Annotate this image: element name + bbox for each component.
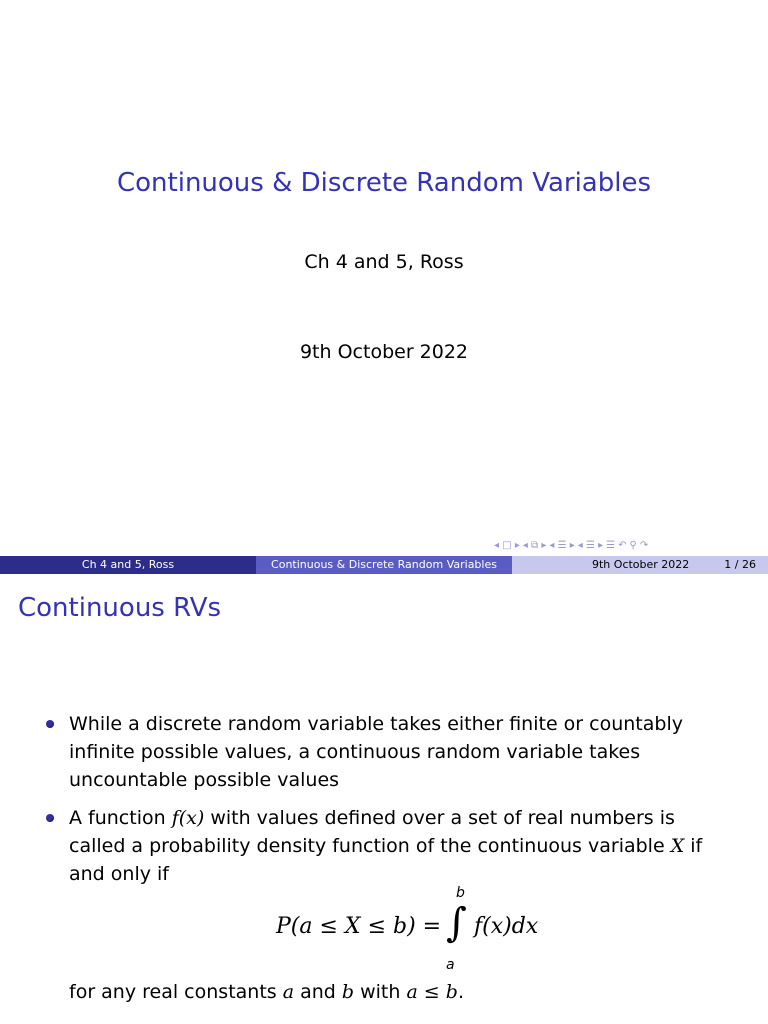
presentation-date: 9th October 2022 (299, 341, 469, 363)
text-part: and (294, 981, 342, 1003)
formula-rhs: f(x)dx (474, 914, 539, 939)
math-a: a (282, 981, 295, 1003)
bullet-text-part: if and only if (69, 835, 703, 885)
nav-back-icon[interactable]: ↶ (618, 539, 627, 551)
bullet-text: While a discrete random variable takes either finite or countably infinite possible values, a continuous random variable takes uncountable possible values (69, 713, 683, 791)
math-condition: a ≤ b (406, 981, 458, 1003)
integral-upper-bound: b (456, 885, 465, 901)
content-slide (0, 576, 768, 1024)
integral-sign-icon: ∫ (446, 900, 467, 946)
pdf-formula (270, 883, 570, 973)
bullet-icon (46, 814, 54, 822)
list-item (46, 804, 736, 888)
list-item (46, 710, 736, 794)
text-part: for any real constants (69, 981, 283, 1003)
text-part: with (354, 981, 407, 1003)
nav-subsection2-icon[interactable]: ◂ ☰ ▸ (577, 539, 604, 551)
footer-title: Continuous & Discrete Random Variables (256, 556, 512, 574)
nav-frame-icon[interactable]: ◂ □ ▸ (494, 539, 520, 551)
footer-date: 9th October 2022 (592, 558, 690, 571)
formula-lhs: P(a ≤ X ≤ b) = (276, 914, 442, 939)
math-b: b (341, 981, 355, 1003)
integral-lower-bound: a (446, 957, 455, 973)
footer-date-page (512, 556, 768, 574)
frame-title: Continuous RVs (18, 593, 222, 623)
beamer-navigation-bar[interactable] (494, 538, 762, 552)
presentation-title: Continuous & Discrete Random Variables (116, 168, 652, 198)
slide-footer (0, 556, 768, 574)
math-fx: f(x) (171, 807, 205, 829)
nav-forward-icon[interactable]: ↷ (639, 539, 649, 551)
nav-search-icon[interactable]: ⚲ (629, 539, 637, 551)
formula-condition-text (69, 981, 464, 1003)
math-X: X (670, 835, 685, 857)
nav-subsection-icon[interactable]: ◂ ⧉ ▸ (522, 539, 547, 551)
text-part: . (457, 981, 464, 1003)
bullet-text-part: A function (69, 807, 172, 829)
bullet-icon (46, 720, 54, 728)
footer-page-number: 1 / 26 (724, 558, 756, 571)
presentation-author: Ch 4 and 5, Ross (304, 251, 464, 273)
nav-align-icon[interactable]: ☰ (606, 539, 616, 551)
nav-section-icon[interactable]: ◂ ☰ ▸ (549, 539, 575, 551)
bullet-text-part: with values defined over a set of real numbers is called a probability density function of the continuous variable (69, 807, 675, 857)
bullet-list (46, 710, 736, 898)
footer-author: Ch 4 and 5, Ross (0, 556, 256, 574)
